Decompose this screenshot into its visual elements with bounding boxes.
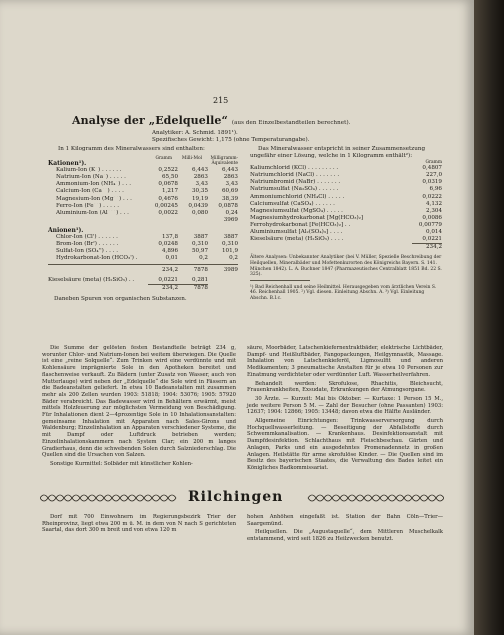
anion-cell: Brom-Ion (Br') . . . . . .: [56, 241, 119, 248]
kation-cell: Calcium-Ion (Ca˙˙) . . . .: [56, 188, 124, 195]
footnote-rule: [250, 280, 310, 281]
kation-cell: Magnesium-Ion (Mg˙˙) . . .: [56, 195, 132, 202]
kation-row: [48, 210, 238, 217]
header-millimol: Milli-Mol: [181, 156, 202, 162]
kiesel-name: Kieselsäure (meta) (H₂SiO₃) . .: [48, 276, 135, 283]
salt-header-gramm: Gramm: [425, 160, 442, 166]
kation-cell: 60,69: [221, 188, 238, 195]
kation-cell: 3,43: [225, 181, 238, 188]
anion-cell: Sulfat-Ion (SO₄'') . . . .: [56, 248, 119, 255]
kation-cell: 3,43: [195, 181, 208, 188]
salt-cell: 0,0222: [422, 193, 442, 200]
kation-cell: Kalium-Ion (K˙) . . . . . .: [56, 167, 122, 174]
anion-cell: 3887: [193, 234, 208, 241]
salt-row: [250, 179, 442, 186]
place-heading: Rilchingen: [180, 489, 291, 505]
anion-cell: 0,2: [199, 255, 208, 262]
grand-total-mmol: 7878: [178, 284, 208, 292]
kation-cell: 30,35: [191, 188, 208, 195]
salt-total-row: [250, 243, 442, 251]
kation-cell: 19,19: [191, 195, 208, 202]
title-source-note: (aus den Einzelbestandteilen berechnet).: [231, 120, 351, 126]
older-analyses: Ältere Analysen: Unbekannter Analytiker (bei V. Müller, Spezielle Beschreibung der Heilquellen, Mineralbäder und Mofettenkurorten des Königreichs Bayern. S. 141. München 1842). L. A. Buchner 1847 (Pharmazeutisches Centralblatt 1851 Bd. 22 S. 325).: [250, 255, 442, 278]
anion-cell: 0,2: [229, 255, 238, 262]
salt-cell: 6,96: [429, 186, 442, 193]
analyst-line: Analytiker: A. Schmid. 1891¹).: [152, 130, 238, 136]
kation-cell: 65,50: [161, 174, 178, 181]
sonstige-kurmittel: Sonstige Kurmittel: Solbäder mit künstlicher Kohlen-: [50, 460, 193, 467]
rilchingen-right-text: hohen Anhöhen eingefaßt ist. Station der Bahn Cöln—Trier—Saargemünd.: [247, 514, 443, 527]
kation-cell: Ferro-Ion (Fe˙˙) . . . . .: [56, 202, 120, 209]
anionen-total-mmol: 7878: [193, 267, 208, 274]
kation-cell: Aluminium-Ion (Al˙˙˙) . . .: [56, 209, 129, 216]
salt-cell: Natriumbromid (NaBr) . . . . . . .: [250, 179, 341, 186]
kation-cell: 6,443: [191, 167, 208, 174]
kation-cell: 0,24: [225, 209, 238, 216]
kation-cell: 0,0678: [158, 181, 178, 188]
anionen-totals-row: [48, 267, 238, 274]
salt-cell: Ferrohydrokarbonat [Fe(HCO₃)₂] . .: [250, 221, 351, 228]
anion-row: [48, 248, 238, 255]
anion-row: [48, 255, 238, 262]
kationen-heading: Kationen¹).: [48, 160, 87, 168]
kation-row: [48, 203, 238, 210]
kation-cell: 0,0022: [158, 209, 178, 216]
salt-cell: Kieselsäure (meta) (H₂SiO₃) . . . .: [250, 236, 344, 243]
salt-cell: 0,4807: [422, 165, 442, 172]
salt-cell: 4,132: [425, 200, 442, 207]
anion-cell: Chlor-Ion (Cl') . . . . . .: [56, 234, 118, 241]
kation-cell: 1,217: [161, 188, 178, 195]
rilchingen-left-text: Dorf mit 700 Einwohnern im Regierungsbezirk Trier der Rheinprovinz, liegt etwa 200 m ü. M. in dem von N nach S gerichteten Saartal, das dort 300 m breit und von etwa 120 m: [42, 514, 236, 534]
kation-cell: 2863: [193, 174, 208, 181]
kation-cell: 0,4676: [158, 195, 178, 202]
salt-row: [250, 229, 442, 236]
anionen-total-mval: 3989: [223, 267, 238, 274]
salt-row: [250, 201, 442, 208]
salt-cell: Magnesiumhydrokarbonat [Mg(HCO₃)₂]: [250, 214, 364, 221]
anion-cell: 0,01: [165, 255, 178, 262]
salt-table: [250, 146, 442, 301]
salt-cell: Ammoniumchlorid (NH₄Cl) . . . . .: [250, 193, 345, 200]
anion-cell: 0,0248: [158, 241, 178, 248]
anionen-list: [48, 234, 238, 262]
kation-row: [48, 196, 238, 203]
kiesel-row: [48, 277, 238, 284]
salt-cell: 2,304: [425, 207, 442, 214]
anion-cell: Hydrokarbonat-Ion (HCO₃') .: [56, 255, 138, 262]
salt-row: [250, 186, 442, 193]
divider: [48, 264, 238, 265]
grand-total-row: [48, 284, 238, 292]
body-left-text: Die Summe der gelösten festen Bestandteile beträgt 234 g, worunter Chlor- und Natrium-Ionen bei weitem überwiegen. Die Quelle ist eine „reine Solquelle“. Zum Trinken wird eine verdünnte und mit Kohlensäure imprägnierte Sole in den Apotheken bereitet und flaschenweise verkauft. Zu Bädern (unter Zusatz von Wasser, auch von Mutterlauge) wird neben der „Edelquelle“ die Sole wird in Fässern an die Badeanstalten geliefert. In etwa 10 Badeanstalten mit zusammen mehr als 200 Zellen wurden 1903: 51818; 1904: 53076; 1905: 57920 Bäder verabreicht. Das Badewasser wird in Behältern erwärmt, meist mittels Holzfeuerung zur möglichsten Vermeidung von Beschädigung. Für Inhalationen dient 2—4prozentige Sole in 10 Inhalationsanstalten: gemeinsame Inhalation mit Apparaten nach Sales-Girons und Waldenburg; Einzelinhalation an Apparaten verschiedener Systeme, die mit Dampf oder Luftdruck betrieben werden; Einzelinhalationskammern nach System Clar; ein 200 m langes Gradierhaus, denn die schwebenden Solen durch Salzniederschlag. Die Quellen sind die Ursachen von Salzen.: [42, 345, 236, 459]
salt-cell: Natriumsulfat (Na₂SO₄) . . . . . .: [250, 186, 339, 193]
anion-row: [48, 241, 238, 248]
anion-cell: 3887: [223, 234, 238, 241]
body-right-column: [247, 345, 443, 474]
doctors-info: 30 Ärzte. — Kurzeit: Mai bis Oktober. — Kurtaxe: 1 Person 15 M., jede weitere Person 5 M. — Zahl der Besucher (ohne Passanten) 1903: 12637; 1904: 12866; 1905: 13448; davon etwa die Hälfte Ausländer.: [247, 395, 443, 416]
analysis-title: [72, 114, 351, 127]
page-number: 215: [213, 96, 229, 105]
kation-cell: 2863: [223, 174, 238, 181]
footnote-1: ¹) Bad Reichenhall und seine Heilmittel. Herausgegeben vom ärztlichen Verein S. 46. Reichenhall 1905. ²) Vgl. diesen. Einleitung Abschn. A. ³) Vgl. Einleitung Abschn. B.I.c.: [250, 284, 437, 301]
anion-cell: 137,8: [161, 234, 178, 241]
kation-row: [48, 181, 238, 188]
kation-row: [48, 174, 238, 181]
salt-cell: 0,0086: [422, 214, 442, 221]
salt-row: [250, 208, 442, 215]
kation-cell: 6,443: [221, 167, 238, 174]
kation-row: [48, 167, 238, 174]
kation-cell: 0,00245: [154, 202, 178, 209]
kiesel-mmol: 0,281: [191, 276, 208, 283]
general-facilities: Allgemeine Einrichtungen: Trinkwasserversorgung durch Hochquellwasserleitung. — Beseitigung der Abfallstoffe durch Schwemmkanalisation. — Krankenhaus. Desinfektionsanstalt mit Dampfdesinfektion. Schlachthaus mit Fleischbeschau. Gärten und Anlagen, Parks und ein ausgedehntes Promenadennetz in großen Anlagen. Heilstätte für arme skrofulöse Kinder. — Die Quellen sind im Besitz des bayerischen Staates, die Verwaltung des Bades leitet ein Königliches Badkommissariat.: [247, 418, 443, 471]
anion-cell: 4,896: [161, 248, 178, 255]
kationen-list: [48, 167, 238, 217]
salt-total: 234,2: [412, 243, 442, 251]
salt-cell: Aluminiumsulfat [Al₂(SO₄)₃] . . . .: [250, 229, 343, 236]
analysis-meta: [152, 130, 309, 144]
anion-cell: 50,97: [191, 248, 208, 255]
salt-cell: Magnesiumsulfat (MgSO₄) . . . . .: [250, 207, 343, 214]
salt-cell: 0,0319: [422, 179, 442, 186]
salt-row: [250, 172, 442, 179]
salt-cell: 227,0: [425, 172, 442, 179]
rilchingen-quelle: Heilquellen. Die „Augustaquelle“, dem Mittleren Muschelkalk entstammend, wird seit 1826 zu Heilzwecken benutzt.: [247, 529, 443, 543]
anion-cell: 0,310: [221, 241, 238, 248]
salt-cell: 0,014: [425, 229, 442, 236]
salt-row: [250, 194, 442, 201]
gravity-line: Spezifisches Gewicht: 1,175 (ohne Temperaturangabe).: [152, 137, 310, 143]
kation-cell: 0,0878: [218, 202, 238, 209]
grand-total-g: 234,2: [148, 284, 178, 292]
anion-cell: 0,310: [191, 241, 208, 248]
trace-note: Daneben Spuren von organischen Substanzen.: [54, 295, 187, 302]
kation-cell: 0,2522: [158, 167, 178, 174]
ion-table-intro: In 1 Kilogramm des Mineralwassers sind enthalten:: [58, 146, 205, 152]
anion-row: [48, 234, 238, 241]
salt-cell: 0,00779: [418, 221, 442, 228]
salt-cell: Calciumsulfat (CaSO₄) . . . . . .: [250, 200, 335, 207]
book-spine-edge: [474, 0, 504, 635]
anionen-total-g: 234,2: [161, 267, 178, 274]
title-text: Analyse der „Edelquelle“: [72, 114, 228, 127]
salt-cell: 0,0221: [422, 236, 442, 243]
salt-intro: Das Mineralwasser entspricht in seiner Zusammensetzung ungefähr einer Lösung, welche in 1 Kilogramm enthält²):: [250, 146, 426, 160]
salt-row: [250, 165, 442, 172]
body-right-text: säure, Moorbäder, Latschenkiefernextraktbäder, elektrische Lichtbäder, Dampf- und Heißluftbäder, Fangopackungen, Heilgymnastik, Massage. Inhalation von Latschenkieferöl, Ligmosulfit und anderen Medikamenten; 3 pneumatische Anstalten für je etwa 10 Personen zur Einatmung verdichteter oder verdünnter Luft. Wasserheilverfahren.: [247, 345, 443, 378]
rilchingen-left-column: [42, 514, 236, 536]
kation-cell: 0,080: [191, 209, 208, 216]
anion-cell: 101,9: [221, 248, 238, 255]
kation-cell: 0,0439: [188, 202, 208, 209]
salt-list: [250, 165, 442, 243]
ion-table: [48, 146, 238, 303]
kation-cell: Natrium-Ion (Na˙) . . . . .: [56, 174, 126, 181]
salt-row: [250, 215, 442, 222]
header-mval: Milligramm-Äquivalente: [210, 156, 238, 167]
kiesel-g: 0,0221: [158, 276, 178, 283]
salt-row: [250, 222, 442, 229]
kation-cell: 38,39: [221, 195, 238, 202]
salt-cell: Kaliumchlorid (KCl) . . . . . . . . .: [250, 165, 339, 172]
header-gramm: Gramm: [155, 156, 172, 162]
salt-cell: Natriumchlorid (NaCl) . . . . . . .: [250, 172, 340, 179]
indications: Behandelt werden: Skrofulose, Rhachitis, Bleichsucht, Frauenkrankheiten, Exsudate, Erkrankungen der Atmungsorgane.: [247, 380, 443, 394]
body-left-column: [42, 345, 236, 470]
kationen-sum: 3969: [223, 216, 238, 223]
salt-row: [250, 236, 442, 243]
anionen-heading: Anionen¹).: [48, 226, 84, 234]
rilchingen-right-column: [247, 514, 443, 545]
kation-row: [48, 188, 238, 195]
kation-cell: Ammonium-Ion (NH₄˙) . . .: [56, 181, 132, 188]
